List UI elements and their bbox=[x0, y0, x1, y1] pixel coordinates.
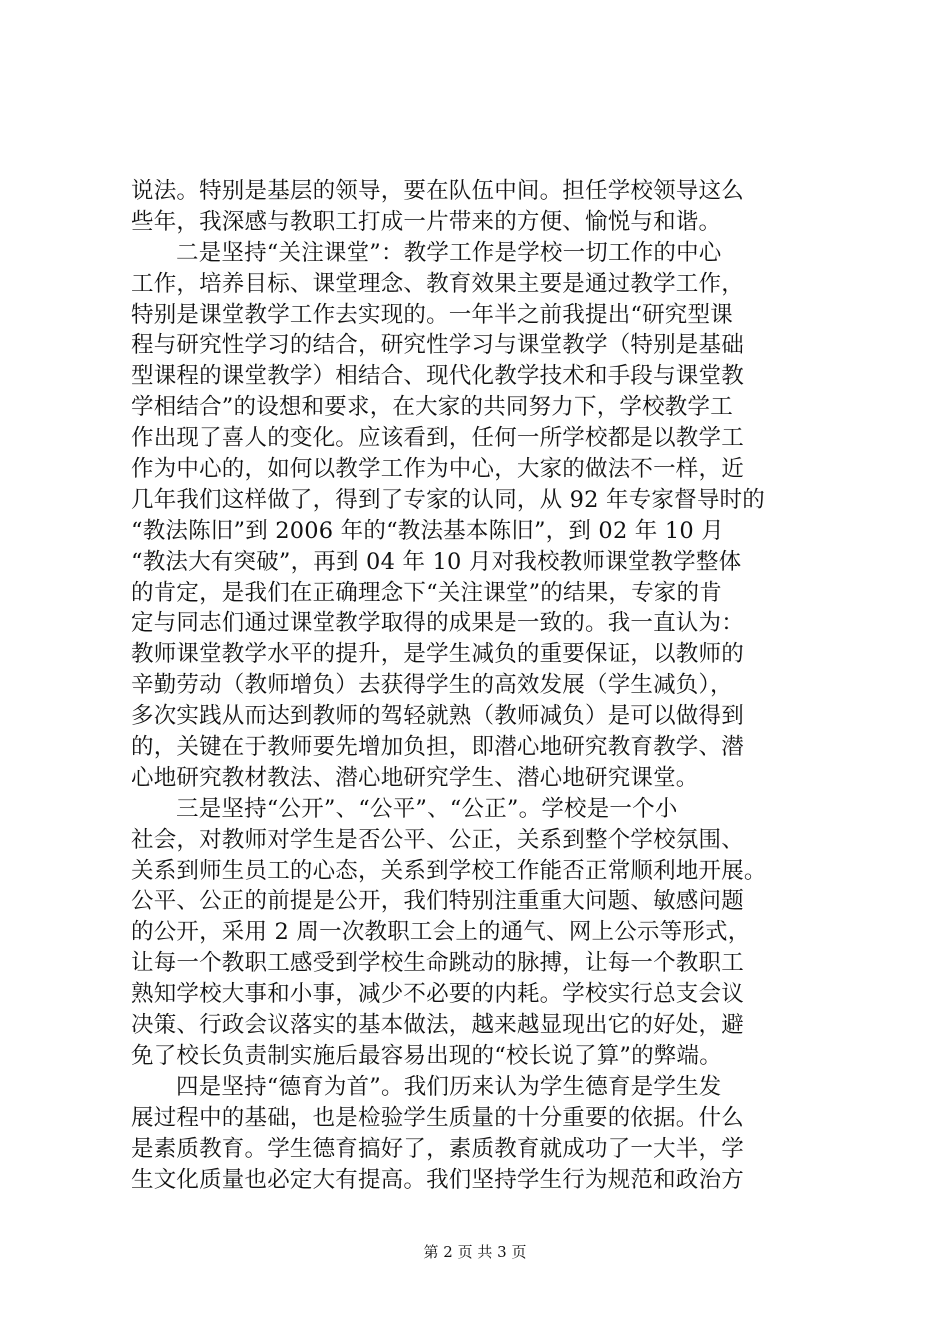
text-line: 作出现了喜人的变化。应该看到，任何一所学校都是以教学工 bbox=[131, 425, 744, 452]
page-footer: 第 2 页 共 3 页 bbox=[423, 1243, 527, 1261]
text-line: 关系到师生员工的心态，关系到学校工作能否正常顺利地开展。 bbox=[131, 857, 767, 884]
text-line: 展过程中的基础，也是检验学生质量的十分重要的依据。什么 bbox=[131, 1104, 744, 1131]
text-line-paragraph-start: 二是坚持“关注课堂”：教学工作是学校一切工作的中心 bbox=[176, 239, 722, 266]
text-line: 说法。特别是基层的领导，要在队伍中间。担任学校领导这么 bbox=[131, 178, 744, 204]
text-line: 程与研究性学习的结合，研究性学习与课堂教学（特别是基础 bbox=[131, 332, 744, 359]
text-line: 生文化质量也必定大有提高。我们坚持学生行为规范和政治方 bbox=[131, 1166, 744, 1193]
text-line: “教法陈旧”到 2006 年的“教法基本陈旧”，到 02 年 10 月 bbox=[131, 517, 724, 544]
text-line: 型课程的课堂教学）相结合、现代化教学技术和手段与课堂教 bbox=[131, 363, 744, 390]
document-body bbox=[131, 176, 821, 1195]
text-line-paragraph-start: 四是坚持“德育为首”。我们历来认为学生德育是学生发 bbox=[176, 1073, 722, 1100]
text-line: 心地研究教材教法、潜心地研究学生、潜心地研究课堂。 bbox=[131, 764, 699, 791]
text-line: 免了校长负责制实施后最容易出现的“校长说了算”的弊端。 bbox=[131, 1042, 722, 1069]
text-line: 特别是课堂教学工作去实现的。一年半之前我提出“研究型课 bbox=[131, 301, 733, 328]
text-line: 些年，我深感与教职工打成一片带来的方便、愉悦与和谐。 bbox=[131, 208, 722, 235]
text-line: 的，关键在于教师要先增加负担，即潜心地研究教育教学、潜 bbox=[131, 734, 744, 761]
text-line-paragraph-start: 三是坚持“公开”、“公平”、“公正”。学校是一个小 bbox=[176, 795, 678, 822]
text-line: 几年我们这样做了，得到了专家的认同，从 92 年专家督导时的 bbox=[131, 486, 765, 513]
text-line: 定与同志们通过课堂教学取得的成果是一致的。我一直认为： bbox=[131, 610, 744, 637]
text-line: 工作，培养目标、课堂理念、教育效果主要是通过教学工作， bbox=[131, 270, 744, 297]
text-line: 让每一个教职工感受到学校生命跳动的脉搏，让每一个教职工 bbox=[131, 950, 744, 977]
text-line: 教师课堂教学水平的提升，是学生减负的重要保证，以教师的 bbox=[131, 641, 744, 668]
text-line: 公平、公正的前提是公开，我们特别注重重大问题、敏感问题 bbox=[131, 888, 744, 915]
text-line: 社会，对教师对学生是否公平、公正，关系到整个学校氛围、 bbox=[131, 826, 744, 853]
text-line: 学相结合”的设想和要求，在大家的共同努力下，学校教学工 bbox=[131, 394, 733, 421]
text-line: 的公开，采用 2 周一次教职工会上的通气、网上公示等形式， bbox=[131, 919, 751, 946]
text-line: 是素质教育。学生德育搞好了，素质教育就成功了一大半，学 bbox=[131, 1135, 744, 1162]
text-line: 熟知学校大事和小事，减少不必要的内耗。学校实行总支会议 bbox=[131, 981, 744, 1008]
text-line: 的肯定，是我们在正确理念下“关注课堂”的结果，专家的肯 bbox=[131, 579, 722, 606]
text-line: 作为中心的，如何以教学工作为中心，大家的做法不一样，近 bbox=[131, 456, 744, 483]
text-line: 多次实践从而达到教师的驾轻就熟（教师减负）是可以做得到 bbox=[131, 703, 744, 730]
text-line: “教法大有突破”，再到 04 年 10 月对我校教师课堂教学整体 bbox=[131, 548, 742, 575]
text-line: 辛勤劳动（教师增负）去获得学生的高效发展（学生减负）， bbox=[131, 672, 733, 699]
text-line: 决策、行政会议落实的基本做法，越来越显现出它的好处，避 bbox=[131, 1012, 744, 1039]
